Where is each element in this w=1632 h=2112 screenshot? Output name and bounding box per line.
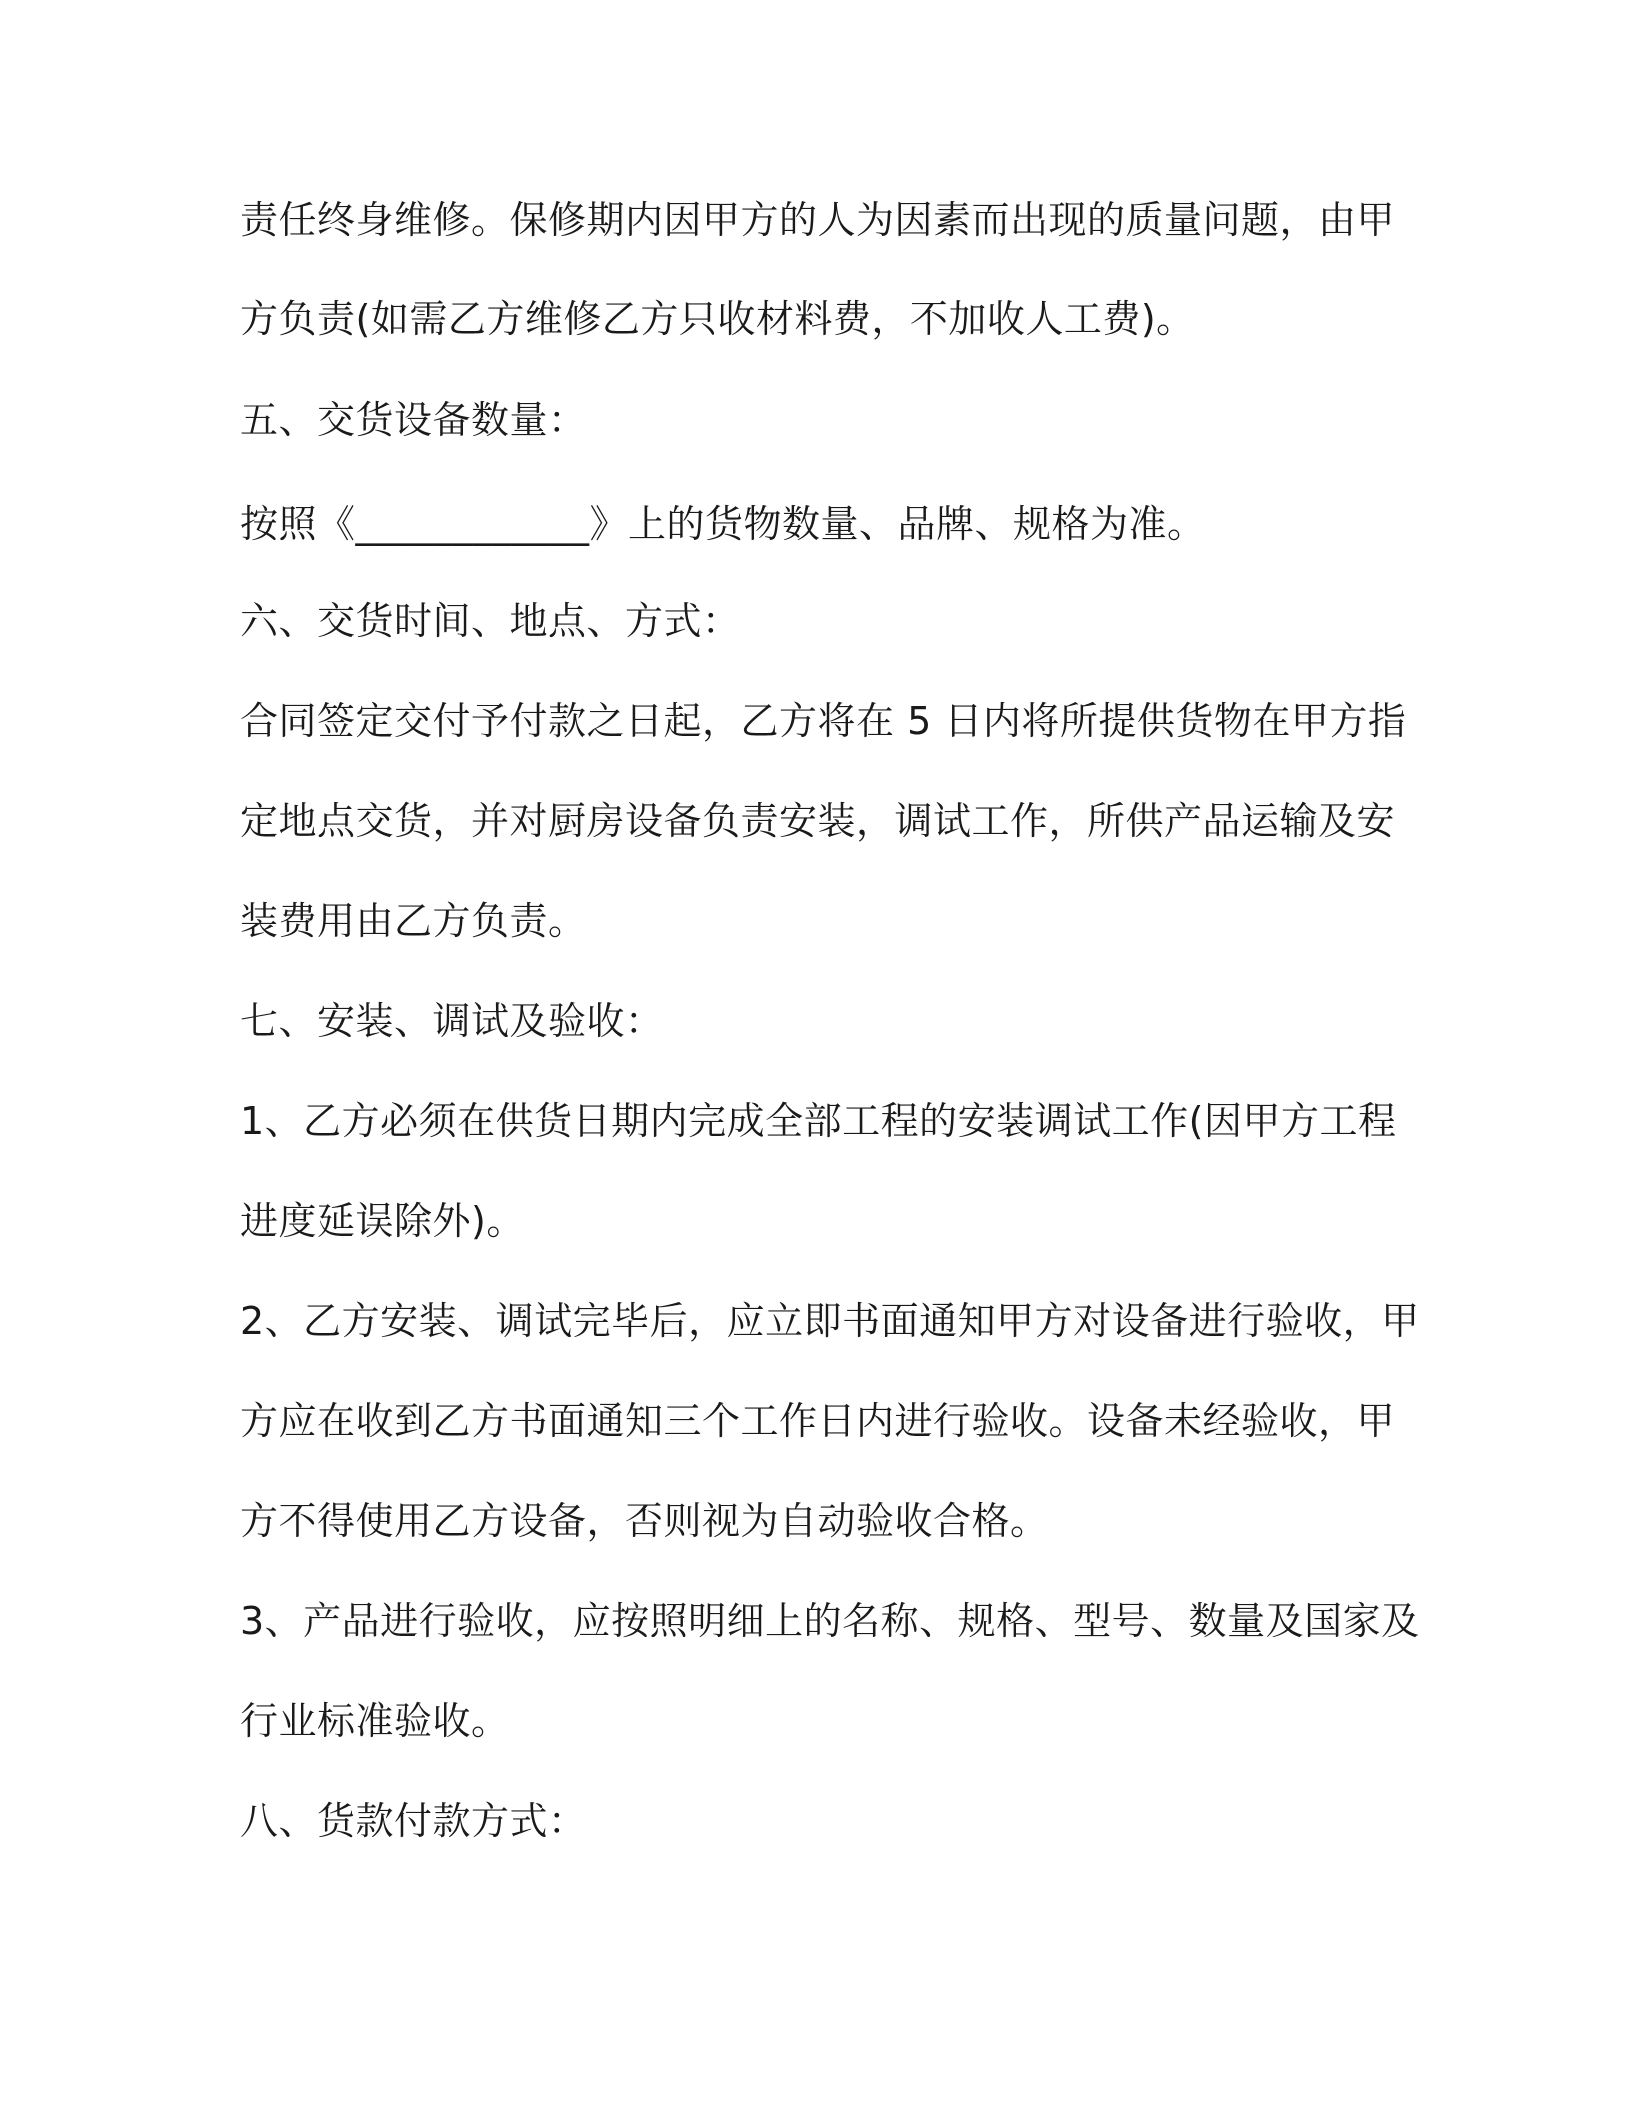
section-6-body-line-3: 装费用由乙方负责。 <box>240 899 587 943</box>
section-5-body: 按照《____________》上的货物数量、品牌、规格为准。 <box>240 502 1206 546</box>
section-7-item-2-line-2: 方应在收到乙方书面通知三个工作日内进行验收。设备未经验收，甲 <box>240 1399 1396 1443</box>
section-7-item-1-line-2: 进度延误除外)。 <box>240 1199 525 1243</box>
section-6-heading: 六、交货时间、地点、方式： <box>240 599 741 643</box>
section-7-item-3-line-2: 行业标准验收。 <box>240 1699 510 1743</box>
section-6-body-line-2: 定地点交货，并对厨房设备负责安装，调试工作，所供产品运输及安 <box>240 799 1396 843</box>
section-7-item-1-line-1: 1、乙方必须在供货日期内完成全部工程的安装调试工作(因甲方工程 <box>240 1099 1397 1143</box>
section-7-item-2-line-3: 方不得使用乙方设备，否则视为自动验收合格。 <box>240 1499 1049 1543</box>
section-6-body-line-1: 合同签定交付予付款之日起，乙方将在 5 日内将所提供货物在甲方指 <box>240 699 1407 743</box>
section-7-item-3-line-1: 3、产品进行验收，应按照明细上的名称、规格、型号、数量及国家及 <box>240 1599 1420 1643</box>
section-7-item-2-line-1: 2、乙方安装、调试完毕后，应立即书面通知甲方对设备进行验收，甲 <box>240 1299 1420 1343</box>
section-5-heading: 五、交货设备数量： <box>240 398 587 442</box>
warranty-text-line-2: 方负责(如需乙方维修乙方只收材料费，不加收人工费)。 <box>240 297 1195 341</box>
warranty-text-line-1: 责任终身维修。保修期内因甲方的人为因素而出现的质量问题，由甲 <box>240 198 1396 242</box>
section-8-heading: 八、货款付款方式： <box>240 1799 587 1843</box>
section-7-heading: 七、安装、调试及验收： <box>240 999 664 1043</box>
